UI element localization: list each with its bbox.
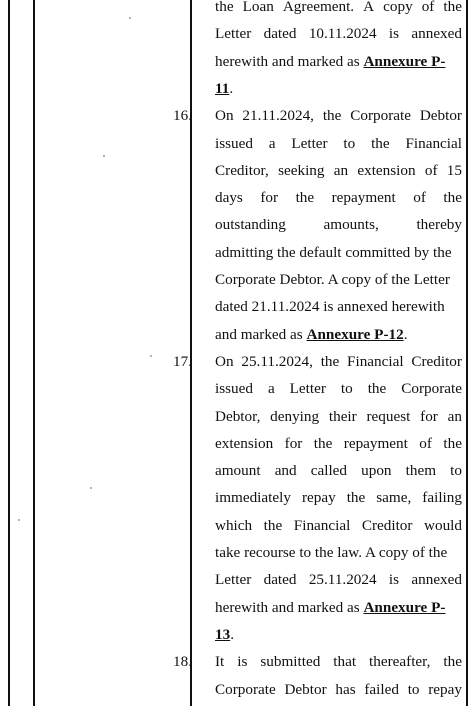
text-line: days for the repayment of the [215, 189, 462, 207]
table-column-divider [33, 0, 35, 706]
text-line: Letter dated 25.11.2024 is annexed [215, 571, 462, 589]
text-line: It is submitted that thereafter, the [215, 653, 462, 671]
scan-speck [90, 487, 92, 489]
table-border-right [466, 0, 468, 706]
annexure-reference: 11 [215, 79, 230, 97]
text-line: Debtor, denying their request for an [215, 407, 462, 425]
text-line: Corporate Debtor. A copy of the Letter [215, 271, 450, 288]
paragraph-number: 17. [173, 352, 192, 370]
text-line: Corporate Debtor has failed to repay [215, 680, 462, 698]
text-line: the Loan Agreement. A copy of the [215, 0, 462, 15]
text-line: take recourse to the law. A copy of the [215, 544, 448, 561]
annexure-reference: Annexure P- [363, 598, 446, 616]
table-border-left [8, 0, 10, 706]
text-line: 11. [215, 79, 234, 97]
scan-speck [18, 519, 20, 521]
paragraph-number: 16. [173, 107, 192, 125]
scan-speck [150, 355, 152, 357]
text-line: amount and called upon them to [215, 462, 462, 480]
text-line: Letter dated 10.11.2024 is annexed [215, 25, 462, 43]
text-line: herewith and marked as Annexure P- [215, 52, 446, 70]
paragraph-number: 18. [173, 653, 192, 671]
text-line: and marked as Annexure P-12. [215, 325, 408, 343]
text-line: which the Financial Creditor would [215, 516, 462, 534]
text-line: On 25.11.2024, the Financial Creditor [215, 352, 462, 370]
text-line: admitting the default committed by the [215, 243, 452, 261]
text-line: extension for the repayment of the [215, 434, 462, 452]
text-line: 13. [215, 625, 234, 643]
paragraph-column [173, 0, 466, 706]
text-line: outstanding amounts, thereby [215, 216, 462, 234]
annexure-reference: Annexure P- [363, 52, 446, 70]
scan-speck [103, 155, 105, 157]
text-line: immediately repay the same, failing [215, 489, 462, 507]
annexure-reference: 13 [215, 625, 231, 643]
text-line: issued a Letter to the Corporate [215, 380, 462, 398]
text-line: On 21.11.2024, the Corporate Debtor [215, 107, 462, 125]
annexure-reference: Annexure P-12 [306, 325, 404, 343]
scan-speck [129, 17, 131, 19]
text-line: Creditor, seeking an extension of 15 [215, 161, 462, 179]
text-line: herewith and marked as Annexure P- [215, 598, 446, 616]
text-line: issued a Letter to the Financial [215, 134, 462, 152]
text-line: dated 21.11.2024 is annexed herewith [215, 298, 445, 316]
